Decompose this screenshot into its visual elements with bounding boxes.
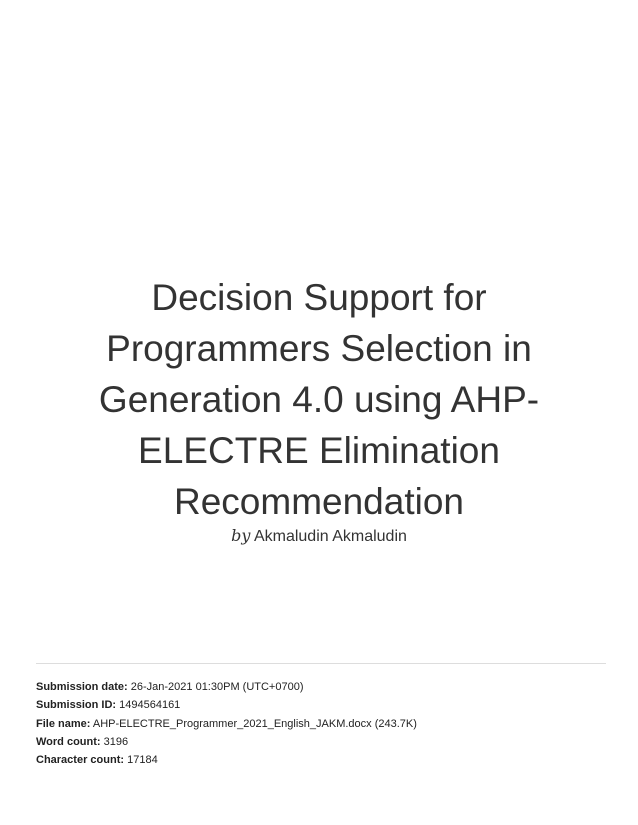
submission-date-row bbox=[36, 678, 606, 696]
file-name-value: AHP-ELECTRE_Programmer_2021_English_JAKM.docx (243.7K) bbox=[92, 717, 417, 730]
character-count-value: 17184 bbox=[127, 754, 158, 767]
submission-id-value: 1494564161 bbox=[119, 699, 181, 712]
character-count-label: Character count: bbox=[36, 754, 125, 767]
file-name-row bbox=[36, 715, 606, 733]
title-line: Decision Support for bbox=[151, 277, 487, 318]
submission-date-value: 26-Jan-2021 01:30PM (UTC+0700) bbox=[130, 681, 304, 693]
file-name-label: File name: bbox=[36, 717, 91, 730]
author-byline bbox=[0, 526, 638, 547]
word-count-row bbox=[36, 733, 606, 751]
submission-id-row bbox=[36, 696, 606, 714]
title-line: Generation 4.0 using AHP- bbox=[98, 379, 540, 420]
title-line: Recommendation bbox=[174, 481, 464, 522]
submission-date-label: Submission date: bbox=[36, 681, 128, 693]
divider bbox=[36, 663, 606, 664]
character-count-row bbox=[36, 751, 606, 769]
word-count-label: Word count: bbox=[36, 735, 101, 748]
title-line: ELECTRE Elimination bbox=[138, 430, 500, 471]
submission-id-label: Submission ID: bbox=[36, 699, 117, 712]
document-title bbox=[0, 272, 638, 527]
submission-metadata bbox=[36, 678, 606, 769]
word-count-value: 3196 bbox=[103, 735, 129, 748]
author-name: Akmaludin Akmaludin bbox=[253, 528, 407, 545]
title-line: Programmers Selection in bbox=[106, 328, 532, 369]
byline-prefix: by bbox=[231, 526, 251, 545]
